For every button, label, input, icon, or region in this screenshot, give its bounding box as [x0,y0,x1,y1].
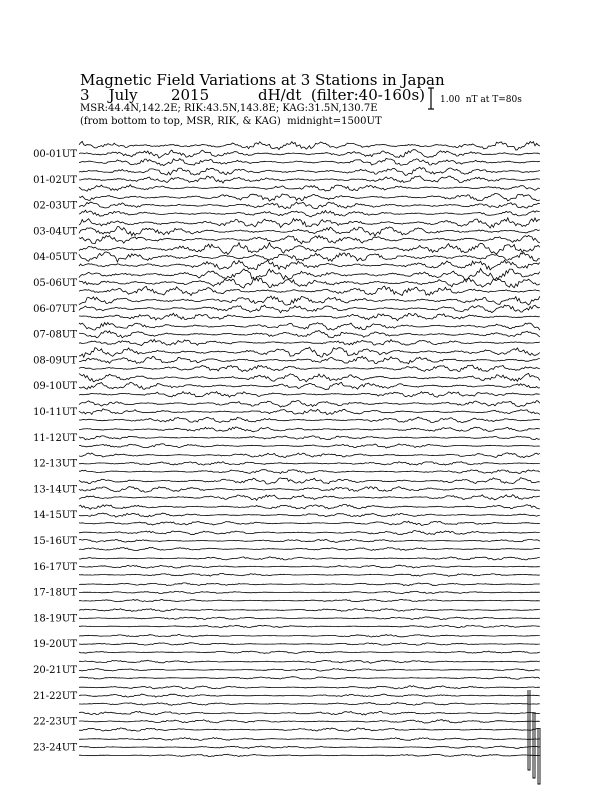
chart-title: Magnetic Field Variations at 3 Stations in Japan [80,71,445,89]
trace-kag-19-20ut [79,635,540,638]
trace-rik-22-23ut [79,720,540,723]
hour-label: 22-23UT [33,716,77,728]
hour-label: 17-18UT [33,587,77,599]
trace-rik-00-01ut [79,150,540,159]
trace-kag-03-04ut [79,218,540,228]
trace-kag-22-23ut [79,711,540,715]
hour-label: 07-08UT [33,329,77,341]
trace-rik-15-16ut [79,539,540,542]
hour-label: 10-11UT [33,407,77,418]
hour-label: 05-06UT [33,278,77,289]
trace-rik-16-17ut [79,565,540,568]
trace-rik-11-12ut [79,436,540,440]
hour-label: 23-24UT [33,742,77,754]
trace-msr-22-23ut [79,728,540,731]
trace-msr-20-21ut [79,677,540,680]
trace-rik-10-11ut [79,409,540,415]
trace-msr-16-17ut [79,573,540,576]
trace-msr-03-04ut [79,235,540,243]
trace-rik-18-19ut [79,617,540,620]
hour-label: 08-09UT [33,355,77,367]
trace-rik-03-04ut [79,227,540,237]
trace-msr-10-11ut [79,417,540,422]
trace-kag-08-09ut [79,347,540,357]
trace-msr-07-08ut [79,339,540,345]
trace-msr-23-24ut [79,754,540,756]
chart-date: 3 July 2015 [80,86,210,104]
trace-kag-06-07ut [79,296,540,305]
hour-label: 04-05UT [33,252,77,264]
trace-rik-05-06ut [79,278,540,289]
trace-msr-02-03ut [79,210,540,217]
trace-rik-07-08ut [79,331,540,338]
trace-msr-01-02ut [79,185,540,192]
trace-rik-20-21ut [79,669,540,672]
trace-msr-18-19ut [79,625,540,627]
trace-kag-07-08ut [79,323,540,331]
hour-label: 03-04UT [33,226,77,238]
trace-msr-13-14ut [79,495,540,501]
hour-label: 01-02UT [33,174,77,186]
hour-label: 12-13UT [33,458,77,470]
chart-quantity: dH/dt (filter:40-160s) [258,86,426,104]
trace-kag-20-21ut [79,660,540,663]
trace-msr-09-10ut [79,392,540,398]
trace-rik-01-02ut [79,176,540,183]
trace-kag-01-02ut [79,167,540,175]
hour-label: 19-20UT [33,639,77,651]
hour-label: 14-15UT [33,510,77,522]
trace-msr-14-15ut [79,521,540,525]
hour-label: 00-01UT [33,149,77,160]
trace-kag-12-13ut [79,453,540,458]
trace-rik-06-07ut [79,305,540,313]
trace-kag-11-12ut [79,427,540,432]
trace-kag-23-24ut [79,738,540,741]
trace-rik-13-14ut [79,487,540,493]
hour-label: 15-16UT [33,536,77,547]
station-order-note: (from bottom to top, MSR, RIK, & KAG) midnight=1500UT [80,116,382,127]
trace-kag-05-06ut [79,269,540,281]
trace-rik-23-24ut [79,746,540,748]
trace-kag-00-01ut [79,141,540,150]
station-coordinates: MSR:44.4N,142.2E; RIK:43.5N,143.8E; KAG:31.5N,130.7E [80,103,378,114]
hour-label: 18-19UT [33,613,77,625]
trace-rik-21-22ut [79,694,540,697]
trace-rik-12-13ut [79,462,540,466]
trace-msr-05-06ut [79,286,540,295]
trace-rik-08-09ut [79,356,540,364]
trace-rik-17-18ut [79,591,540,593]
trace-rik-04-05ut [79,252,540,262]
trace-msr-19-20ut [79,651,540,653]
trace-kag-10-11ut [79,401,540,408]
hour-label: 09-10UT [33,381,77,393]
hour-label: 06-07UT [33,303,77,315]
trace-kag-04-05ut [79,243,540,255]
end-spike-trace [533,712,535,778]
trace-kag-18-19ut [79,609,540,612]
trace-kag-09-10ut [79,373,540,381]
trace-rik-02-03ut [79,202,540,209]
trace-rik-19-20ut [79,643,540,645]
trace-kag-17-18ut [79,583,540,586]
trace-kag-14-15ut [79,505,540,510]
trace-kag-16-17ut [79,557,540,560]
hour-label: 11-12UT [33,432,77,444]
trace-msr-21-22ut [79,703,540,706]
trace-msr-04-05ut [79,260,540,270]
hour-label: 21-22UT [33,690,77,702]
trace-kag-13-14ut [79,478,540,484]
scale-label: 1.00 nT at T=80s [440,95,522,105]
trace-msr-06-07ut [79,313,540,320]
trace-kag-02-03ut [79,193,540,201]
hour-label: 20-21UT [33,665,77,676]
trace-msr-00-01ut [79,158,540,165]
hour-label: 16-17UT [33,561,77,573]
trace-kag-21-22ut [79,686,540,689]
trace-msr-11-12ut [79,444,540,448]
trace-msr-12-13ut [79,470,540,474]
hour-label: 02-03UT [33,200,77,212]
trace-kag-15-16ut [79,531,540,535]
trace-rik-14-15ut [79,513,540,517]
trace-msr-15-16ut [79,547,540,550]
trace-msr-17-18ut [79,599,540,601]
hour-label: 13-14UT [33,484,77,496]
trace-msr-08-09ut [79,365,540,371]
trace-rik-09-10ut [79,382,540,389]
